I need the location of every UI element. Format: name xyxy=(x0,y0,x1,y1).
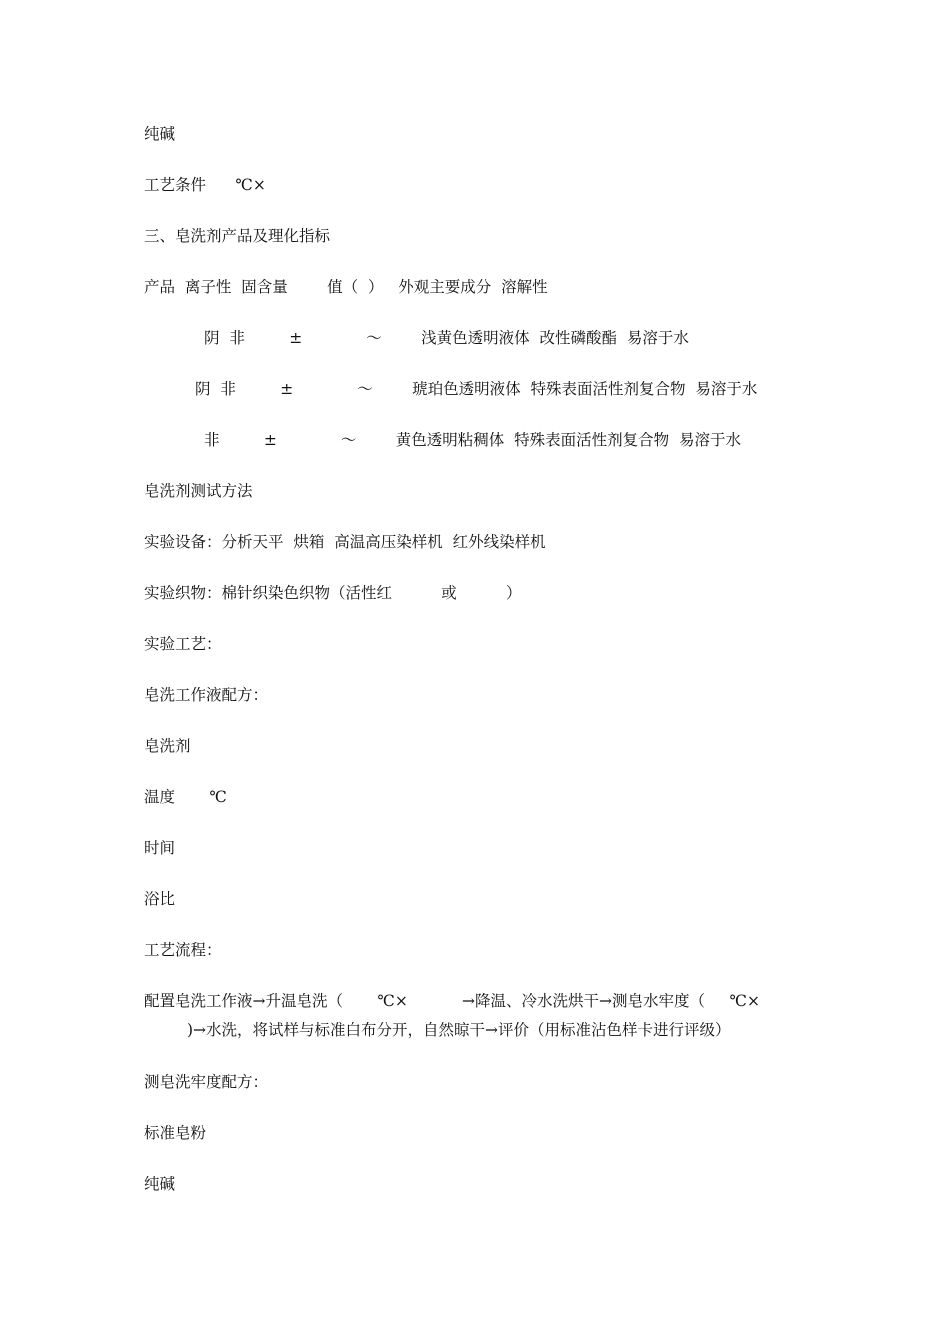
text-line-fabric: 实验织物：棉针织染色织物（活性红 或 ） xyxy=(144,584,522,602)
text-line-time: 时间 xyxy=(144,839,176,857)
text-line-soda-2: 纯碱 xyxy=(144,1175,176,1193)
section-heading-products: 三、皂洗剂产品及理化指标 xyxy=(144,227,331,245)
table-header-row: 产品 离子性 固含量 值（ ） 外观主要成分 溶解性 xyxy=(144,278,548,296)
text-line-standard-soap: 标准皂粉 xyxy=(144,1124,207,1142)
text-line-process-flow: 工艺流程： xyxy=(144,941,222,959)
heading-test-method: 皂洗剂测试方法 xyxy=(144,482,253,500)
table-row-3: 非 ± ～ 黄色透明粘稠体 特殊表面活性剂复合物 易溶于水 xyxy=(204,431,742,449)
text-line-temperature: 温度 ℃ xyxy=(144,788,227,806)
text-line-process-conditions: 工艺条件 ℃× xyxy=(144,176,266,194)
text-line-bath-ratio: 浴比 xyxy=(144,890,176,908)
text-line-soaping-agent: 皂洗剂 xyxy=(144,737,191,755)
text-line-soda: 纯碱 xyxy=(144,125,176,143)
text-line-fastness-formula: 测皂洗牢度配方： xyxy=(144,1073,269,1091)
table-row-2: 阴 非 ± ～ 琥珀色透明液体 特殊表面活性剂复合物 易溶于水 xyxy=(195,380,758,398)
text-line-flow-step-1: 配置皂洗工作液→升温皂洗（ ℃× →降温、冷水洗烘干→测皂水牢度（ ℃× xyxy=(144,992,760,1010)
text-line-flow-step-2: )→水洗，将试样与标准白布分开，自然晾干→评价（用标准沾色样卡进行评级） xyxy=(187,1021,731,1039)
text-line-soaping-formula: 皂洗工作液配方： xyxy=(144,686,269,704)
table-row-1: 阴 非 ± ～ 浅黄色透明液体 改性磷酸酯 易溶于水 xyxy=(204,329,689,347)
text-line-equipment: 实验设备：分析天平 烘箱 高温高压染样机 红外线染样机 xyxy=(144,533,546,551)
text-line-experiment-process: 实验工艺： xyxy=(144,635,222,653)
